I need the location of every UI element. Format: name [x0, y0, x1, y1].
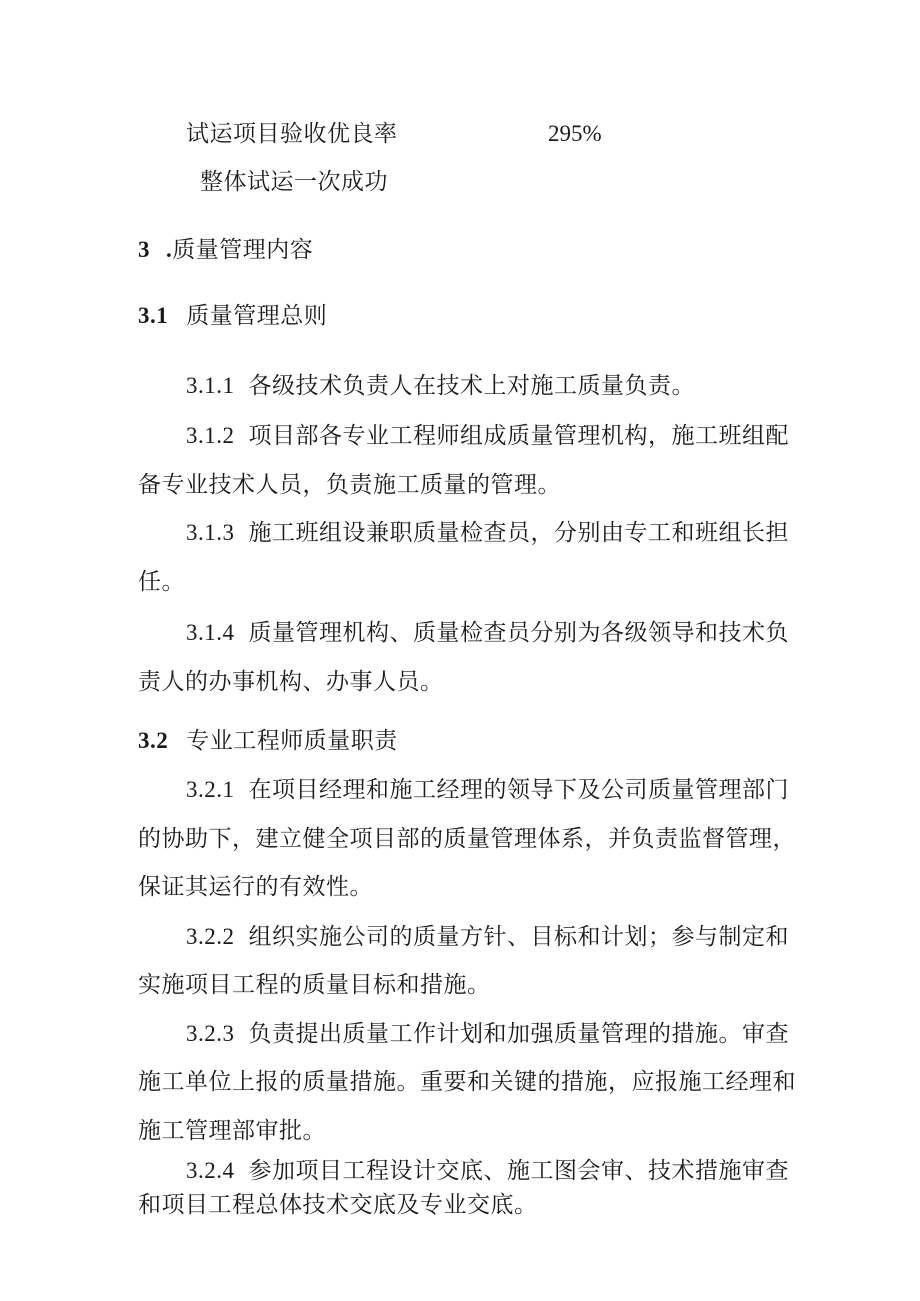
paragraph-text: 组织实施公司的质量方针、目标和计划；参与制定和	[248, 924, 789, 950]
paragraph-number: 3.2.3	[186, 1021, 235, 1046]
paragraph-number: 3.1.1	[186, 373, 235, 398]
paragraph-3-1-2-line1	[186, 422, 789, 450]
section-3-1-title: 质量管理总则	[186, 303, 328, 329]
section-3-2-number: 3.2	[138, 728, 169, 753]
paragraph-text: 负责提出质量工作计划和加强质量管理的措施。审查	[248, 1021, 789, 1047]
section-3-1-heading	[138, 302, 327, 330]
paragraph-3-2-1-line2: 的协助下，建立健全项目部的质量管理体系，并负责监督管理，	[138, 826, 796, 852]
section-3-heading	[138, 236, 313, 264]
summary-row2-label: 整体试运一次成功	[200, 169, 388, 195]
paragraph-number: 3.2.4	[186, 1158, 235, 1183]
paragraph-number: 3.2.2	[186, 924, 235, 949]
paragraph-text: 施工班组设兼职质量检查员，分别由专工和班组长担	[248, 520, 789, 546]
paragraph-text: 各级技术负责人在技术上对施工质量负责。	[248, 373, 695, 399]
section-3-title: 质量管理内容	[172, 237, 314, 263]
paragraph-3-2-1-line3: 保证其运行的有效性。	[138, 874, 373, 900]
paragraph-3-1-3-line1	[186, 519, 789, 547]
section-3-number: 3	[138, 237, 150, 262]
summary-row1-label: 试运项目验收优良率	[186, 121, 398, 147]
paragraph-3-2-4-line1	[186, 1157, 789, 1185]
paragraph-3-2-3-line2: 施工单位上报的质量措施。重要和关键的措施，应报施工经理和	[138, 1069, 796, 1095]
summary-row1-value: 295%	[548, 121, 602, 146]
paragraph-3-2-3-line1	[186, 1020, 789, 1048]
paragraph-number: 3.1.4	[186, 620, 235, 645]
paragraph-3-2-2-line2: 实施项目工程的质量目标和措施。	[138, 972, 491, 998]
paragraph-3-2-1-line1	[186, 776, 789, 804]
paragraph-3-2-2-line1	[186, 923, 789, 951]
paragraph-3-1-1-line1	[186, 372, 695, 400]
paragraph-number: 3.2.1	[186, 777, 235, 802]
paragraph-3-2-4-line2: 和项目工程总体技术交底及专业交底。	[138, 1192, 538, 1218]
section-3-2-heading	[138, 727, 398, 755]
paragraph-number: 3.1.2	[186, 423, 235, 448]
paragraph-3-1-4-line2: 责人的办事机构、办事人员。	[138, 669, 444, 695]
paragraph-text: 项目部各专业工程师组成质量管理机构，施工班组配	[248, 423, 789, 449]
paragraph-text: 质量管理机构、质量检查员分别为各级领导和技术负	[248, 620, 789, 646]
paragraph-3-1-2-line2: 备专业技术人员，负责施工质量的管理。	[138, 472, 561, 498]
paragraph-3-2-3-line3: 施工管理部审批。	[138, 1118, 326, 1144]
paragraph-3-1-3-line2: 任。	[138, 569, 185, 595]
paragraph-3-1-4-line1	[186, 619, 789, 647]
paragraph-text: 参加项目工程设计交底、施工图会审、技术措施审查	[248, 1158, 789, 1184]
paragraph-text: 在项目经理和施工经理的领导下及公司质量管理部门	[248, 777, 789, 803]
paragraph-number: 3.1.3	[186, 520, 235, 545]
section-3-1-number: 3.1	[138, 303, 169, 328]
section-3-dot: .	[166, 237, 173, 262]
section-3-2-title: 专业工程师质量职责	[186, 728, 398, 754]
